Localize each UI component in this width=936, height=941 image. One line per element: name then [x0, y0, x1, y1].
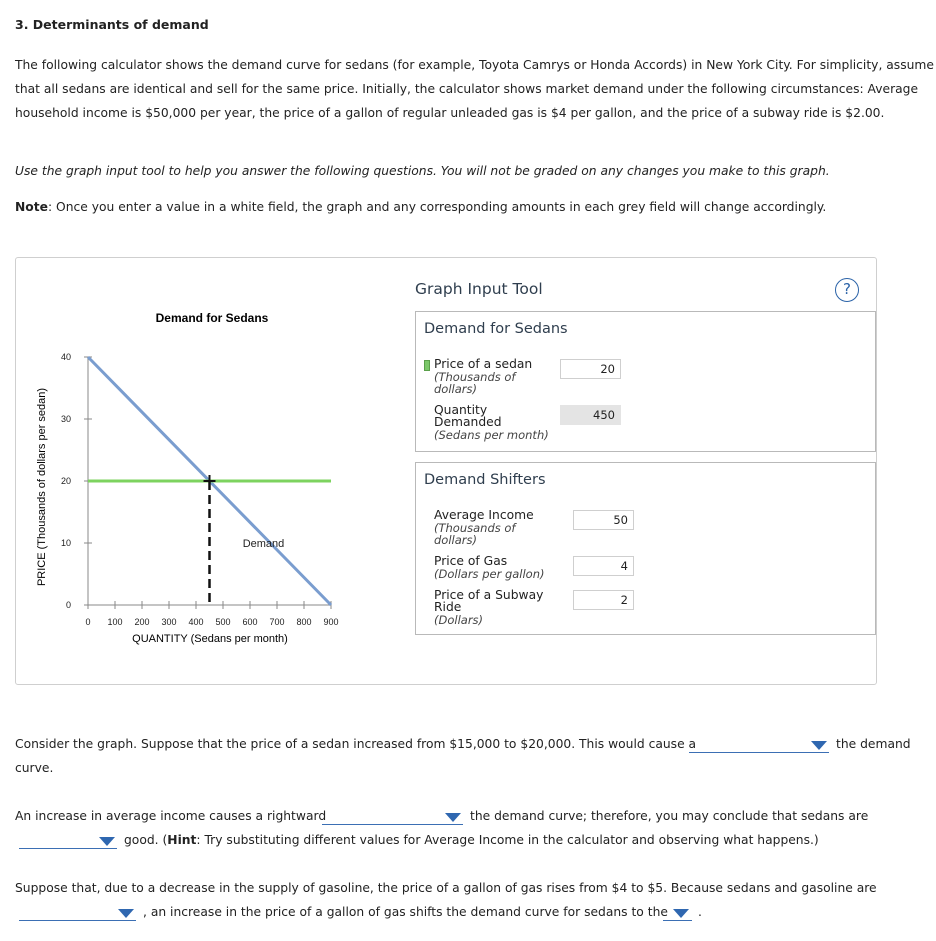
chart-title: Demand for Sedans: [155, 311, 269, 325]
subway-label: [434, 589, 543, 613]
question-2-text-mid: the demand curve; therefore, you may conclude that sedans are: [470, 809, 869, 823]
demand-chart[interactable]: [15, 300, 395, 660]
subway-label-line: Price of a Subway: [434, 588, 544, 602]
chevron-down-icon[interactable]: [811, 741, 827, 750]
question-1-dropdown[interactable]: [689, 739, 829, 753]
quantity-output: 450: [560, 405, 621, 425]
question-3-text-end: .: [698, 905, 702, 919]
intro-line: household income is $50,000 per year, the price of a gallon of regular unleaded gas is $4 per gallon, and the price of a subway ride is $2.00.: [15, 106, 885, 120]
note-label: Note: [15, 200, 48, 214]
shifters-box-title: Demand Shifters: [424, 472, 546, 488]
subway-unit: (Dollars): [434, 613, 484, 627]
gas-label: Price of Gas: [434, 554, 508, 568]
quantity-label: [434, 404, 502, 428]
chevron-down-icon[interactable]: [99, 837, 115, 846]
price-swatch-icon: [424, 360, 430, 371]
q2-text: good. (: [124, 833, 168, 847]
question-2-text: An increase in average income causes a rightward: [15, 809, 327, 823]
quantity-label-line: Demanded: [434, 415, 502, 429]
subway-label-line: Ride: [434, 600, 462, 614]
question-2-text-tail: [124, 833, 819, 847]
x-tick-label: 0: [85, 617, 91, 627]
gas-price-input[interactable]: 4: [573, 556, 634, 576]
chevron-down-icon[interactable]: [445, 813, 461, 822]
x-tick-label: 800: [296, 617, 312, 627]
help-icon[interactable]: ?: [835, 278, 859, 302]
y-tick-label: 40: [60, 352, 71, 362]
instruction-text: Use the graph input tool to help you answer the following questions. You will not be graded on any changes you make to this graph.: [15, 164, 830, 178]
x-tick-label: 400: [188, 617, 204, 627]
q2-hint-text: : Try substituting different values for Average Income in the calculator and observing what happens.): [196, 833, 819, 847]
note-body: : Once you enter a value in a white field, the graph and any corresponding amounts in each grey field will change accordingly.: [47, 200, 827, 214]
price-input[interactable]: 20: [560, 359, 621, 379]
demand-curve-label: Demand: [242, 538, 285, 550]
demand-box-title: Demand for Sedans: [424, 321, 568, 337]
gas-unit: (Dollars per gallon): [434, 567, 545, 581]
question-1-text-end: the demand: [836, 737, 911, 751]
x-tick-label: 600: [242, 617, 258, 627]
question-1-text-tail: curve.: [15, 761, 54, 775]
x-tick-label: 700: [269, 617, 285, 627]
chevron-down-icon[interactable]: [673, 909, 689, 918]
graph-input-tool-title: Graph Input Tool: [415, 280, 543, 298]
x-tick-label: 100: [107, 617, 123, 627]
y-tick-label: 10: [60, 538, 71, 548]
income-unit: [434, 522, 515, 546]
note-text: [15, 200, 826, 214]
x-tick-label: 900: [323, 617, 339, 627]
income-label: Average Income: [434, 508, 534, 522]
chart-ticks: [61, 352, 339, 627]
question-2-dropdown-a[interactable]: [322, 811, 463, 825]
quantity-unit: (Sedans per month): [434, 428, 549, 442]
intro-line: that all sedans are identical and sell for the same price. Initially, the calculator shows market demand under the following circumstances: Average: [15, 82, 919, 96]
y-tick-label: 0: [65, 600, 71, 610]
income-unit-line: dollars): [434, 533, 477, 547]
x-tick-label: 500: [215, 617, 231, 627]
subway-price-input[interactable]: 2: [573, 590, 634, 610]
y-axis-label: PRICE (Thousands of dollars per sedan): [36, 387, 48, 587]
intro-paragraph: [15, 53, 934, 125]
question-3-text: Suppose that, due to a decrease in the supply of gasoline, the price of a gallon of gas rises from $4 to $5. Because sedans and gasoline are: [15, 881, 877, 895]
chart-marks: [88, 357, 331, 605]
quantity-label-line: Quantity: [434, 403, 488, 417]
x-tick-label: 200: [134, 617, 150, 627]
intro-line: The following calculator shows the demand curve for sedans (for example, Toyota Camrys or Honda Accords) in New York City. For simplicity, assume: [15, 58, 934, 72]
price-unit-line: (Thousands of: [434, 370, 516, 384]
question-1-text: Consider the graph. Suppose that the price of a sedan increased from $15,000 to $20,000. This would cause a: [15, 737, 697, 751]
chevron-down-icon[interactable]: [118, 909, 134, 918]
income-unit-line: (Thousands of: [434, 521, 516, 535]
y-tick-label: 30: [60, 414, 71, 424]
price-label: Price of a sedan: [434, 357, 533, 371]
x-tick-label: 300: [161, 617, 177, 627]
price-unit-line: dollars): [434, 382, 477, 396]
x-axis-label: QUANTITY (Sedans per month): [132, 633, 288, 645]
section-title: 3. Determinants of demand: [15, 17, 209, 32]
income-input[interactable]: 50: [573, 510, 634, 530]
hint-label: Hint: [167, 833, 197, 847]
question-3-text-mid: , an increase in the price of a gallon of gas shifts the demand curve for sedans to the: [143, 905, 668, 919]
price-unit: [434, 371, 515, 395]
y-tick-label: 20: [60, 476, 71, 486]
